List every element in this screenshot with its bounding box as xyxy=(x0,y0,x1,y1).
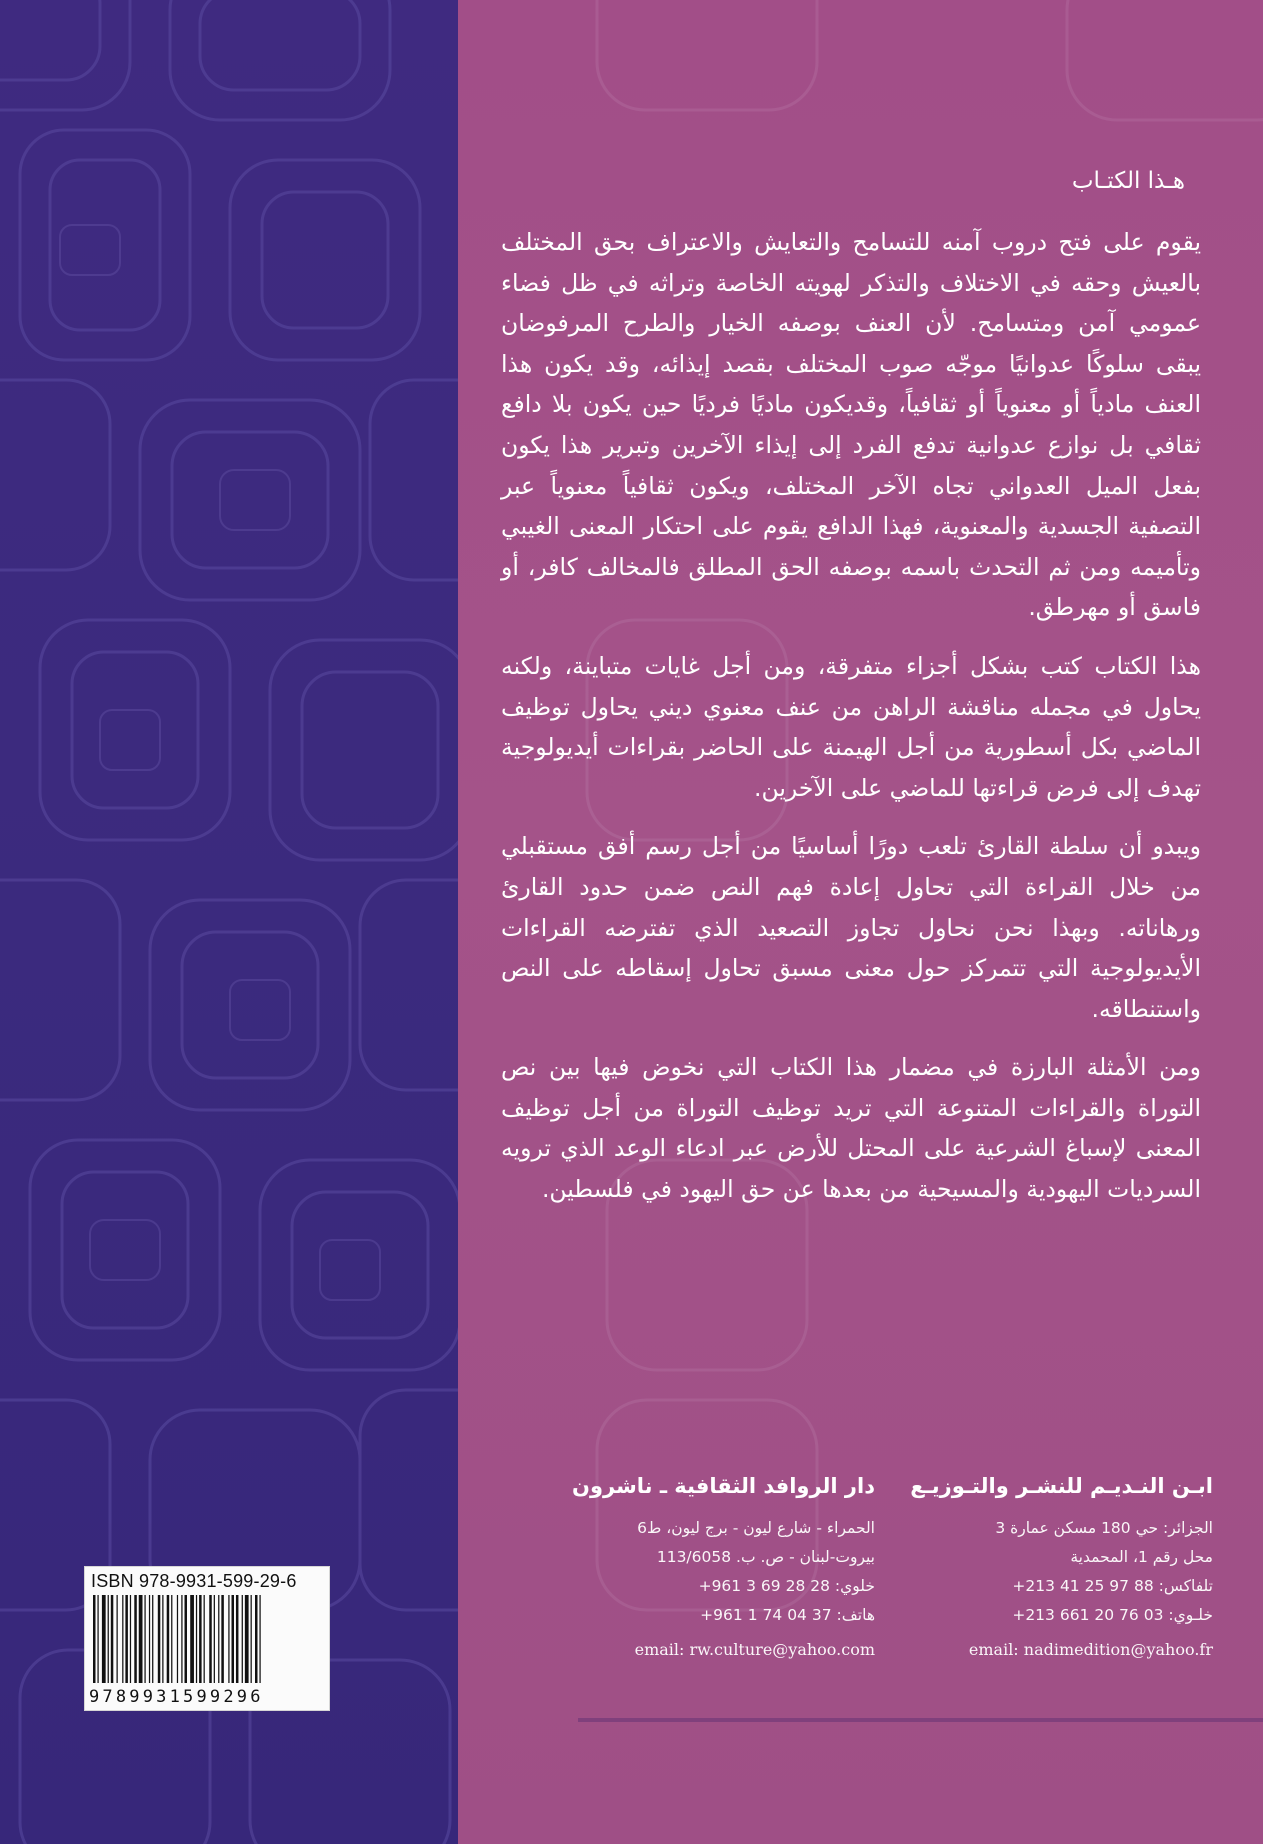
blurb-paragraph: هذا الكتاب كتب بشكل أجزاء متفرقة، ومن أجل غايات متباينة، ولكنه يحاول في مجمله مناقشة الراهن من عنف معنوي ديني يحاول توظيف الماضي بكل أسطورية من أجل الهيمنة على الحاضر بقراءات أيديولوجية تهدف إلى فرض قراءتها للماضي على الآخرين. xyxy=(501,651,1201,802)
blurb-paragraph: يقوم على فتح دروب آمنه للتسامح والتعايش والاعتراف بحق المختلف بالعيش وحقه في الاختلاف والتذكر لهويته الخاصة وتراثه في ظل فضاء عمومي آمن ومتسامح. لأن العنف بوصفه الخيار والطرح المرفوضان يبقى سلوكًا عدوانيًا موجّه صوب المختلف بقصد إيذائه، وقد يكون هذا العنف مادياً أو معنوياً أو ثقافياً، وقديكون ماديًا فرديًا حين يكون بلا دافع ثقافي بل نوازع عدوانية تدفع الفرد إلى إيذاء الآخرين وتبرير هذا يكون بفعل الميل العدواني تجاه الآخر المختلف، ويكون ثقافياً معنوياً عبر التصفية الجسدية والمعنوية، فهذا الدافع يقوم على احتكار المعنى الغيبي وتأميمه ومن ثم التحدث باسمه بوصفه الحق المطلق فالمخالف كافر، أو فاسق أو مهرطق. xyxy=(501,228,1201,622)
isbn-digits: 9789931599296 xyxy=(89,1687,264,1707)
blurb-text xyxy=(501,222,1201,1228)
publisher-phone-line: خلوي: 28 28 69 3 961+ xyxy=(698,1577,875,1595)
publisher-email: email: nadimedition@yahoo.fr xyxy=(968,1640,1213,1659)
blurb-paragraph: ويبدو أن سلطة القارئ تلعب دورًا أساسيًا من أجل رسم أفق مستقبلي من خلال القراءة التي تحاول إعادة فهم النص ضمن حدود القارئ ورهاناته. وبهذا نحن نحاول تجاوز التصعيد الذي تفترضه القراءات الأيديولوجية التي تتمركز حول معنى مسبق تحاول إسقاطه على النص واستنطاقه. xyxy=(501,832,1201,1023)
publisher-address-line: بيروت-لبنان - ص. ب. 113/6058 xyxy=(656,1548,875,1566)
publisher-rawafed xyxy=(572,1474,875,1659)
publisher-phone-line: هاتف: 37 04 74 1 961+ xyxy=(700,1606,875,1624)
isbn-label: ISBN 978-9931-599-29-6 xyxy=(91,1571,297,1591)
isbn-barcode-box xyxy=(84,1566,330,1711)
publisher-address-line: الحمراء - شارع ليون - برج ليون، ط6 xyxy=(637,1519,875,1537)
barcode-icon xyxy=(91,1595,323,1687)
publisher-name: دار الروافد الثقافية ـ ناشرون xyxy=(572,1474,875,1498)
publisher-email: email: rw.culture@yahoo.com xyxy=(634,1640,875,1659)
publisher-phone-line: خلـوي: 03 76 20 661 213+ xyxy=(1012,1606,1213,1624)
publisher-address-line: الجزائر: حي 180 مسكن عمارة 3 xyxy=(995,1519,1213,1537)
footer-divider xyxy=(578,1718,1263,1722)
publisher-phone-line: تلفاكس: 88 97 25 41 213+ xyxy=(1012,1577,1213,1595)
publisher-ibn-nadim xyxy=(910,1474,1213,1659)
publisher-address-line: محل رقم 1، المحمدية xyxy=(1070,1548,1213,1566)
blurb-paragraph: ومن الأمثلة البارزة في مضمار هذا الكتاب التي نخوض فيها بين نص التوراة والقراءات المتنوعة التي تريد توظيف التوراة من أجل توظيف المعنى لإسباغ الشرعية على المحتل للأرض عبر ادعاء الوعد الذي ترويه السرديات اليهودية والمسيحية من بعدها عن حق اليهود في فلسطين. xyxy=(501,1053,1201,1204)
publisher-name: ابـن النـديـم للنشـر والتـوزيـع xyxy=(910,1474,1213,1498)
section-heading: هـذا الكتـاب xyxy=(1071,168,1185,194)
